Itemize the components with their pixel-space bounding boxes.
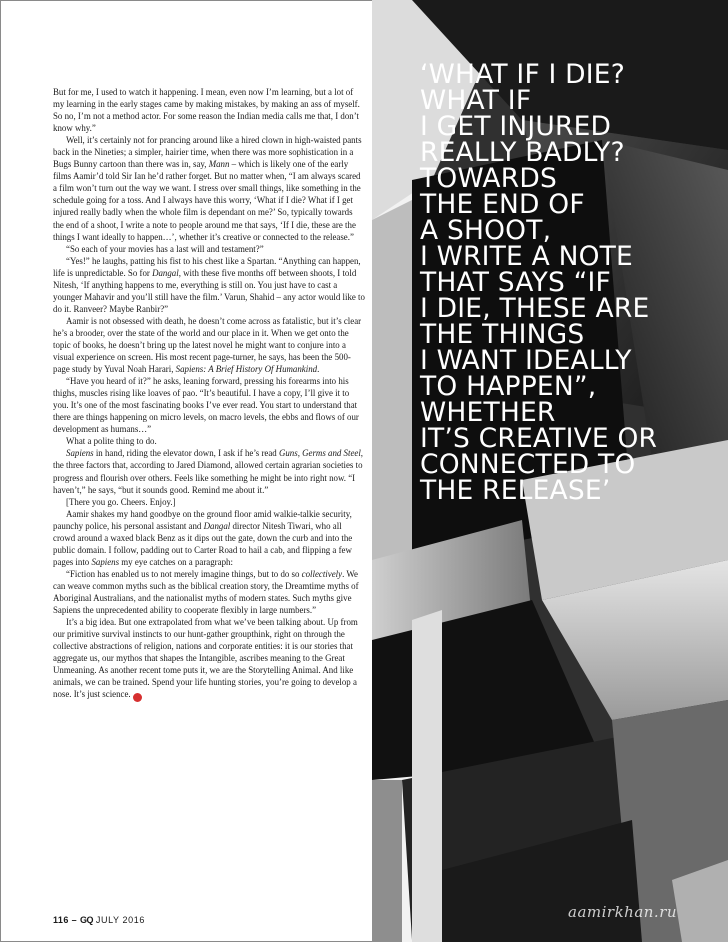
page-footer (53, 915, 145, 925)
issue-date: JULY 2016 (95, 915, 145, 925)
pull-quote-line: REALLY BADLY? (420, 137, 625, 168)
article-paragraph: Well, it’s certainly not for prancing around like a hired clown in high-waisted pants back in the Nineties; a simpler, hairier time, when there was more sophistication in a Bugs Bunny cartoon than there was in, say, Mann – which is likely one of the early films Aamir’d told Sir Ian he’d rather forget. But no matter when, “I am always scared a film won’t turn out the way we want. I stress over small things, like something in the schedule going for a toss. And I always have this worry, ‘What if I die? What if I get injured really badly when the whole film is dependant on me?’ So, typically towards the end of a shoot, I write a note to people around me that says, ‘If I die, these are the things I want ideally to happen…’, whether it’s creative or connected to the release.” (53, 135, 362, 242)
pull-quote-line: I WRITE A NOTE (420, 241, 633, 272)
pull-quote-line: WHETHER (420, 397, 556, 428)
page-number: 116 (53, 915, 69, 925)
pull-quote-line: ‘WHAT IF I DIE? (420, 59, 625, 90)
article-paragraph: “So each of your movies has a last will and testament?” (66, 243, 264, 254)
pull-quote-line: WHAT IF (420, 85, 532, 116)
pull-quote-line: THE RELEASE’ (420, 475, 611, 506)
article-paragraph: Aamir is not obsessed with death, he doesn’t come across as fatalistic, but it’s clear he’s a brooder, over the state of the world and our place in it. When we get onto the topic of books, he doesn’t bring up the latest novel he might want to conjure into a visual experience on screen. His most recent page-turner, he says, has been the 500-page study by Yuval Noah Harari, Sapiens: A Brief History Of Humankind. (53, 315, 362, 375)
article-paragraph: “Fiction has enabled us to not merely imagine things, but to do so collectively. We can weave common myths such as the biblical creation story, the Dreamtime myths of Aboriginal Australians, and the nationalist myths of modern states. Such myths give Sapiens the unprecedented ability to cooperate flexibly in large numbers.” (53, 568, 359, 616)
watermark: aamirkhan.ru (568, 903, 678, 921)
magazine-name: GQ (79, 915, 93, 925)
article-paragraph: Aamir shakes my hand goodbye on the ground floor amid walkie-talkie security, paunchy police, his personal assistant and Dangal director Nitesh Tiwari, who all crowd around a waxed black Benz as it dips out the gate, down the curb and into the public domain. I follow, padding out to Carter Road to hail a cab, and flipping a few pages into Sapiens my eye catches on a paragraph: (53, 508, 353, 567)
pull-quote-line: CONNECTED TO (420, 449, 636, 480)
article-body (53, 86, 365, 702)
article-paragraph: [There you go. Cheers. Enjoy.] (66, 496, 176, 507)
pull-quote-line: IT’S CREATIVE OR (420, 423, 658, 454)
article-paragraph: What a polite thing to do. (66, 436, 157, 447)
pull-quote-line: I DIE, THESE ARE (420, 293, 650, 324)
article-paragraph: Sapiens in hand, riding the elevator down, I ask if he’s read Guns, Germs and Steel, the three factors that, according to Jared Diamond, allowed certain agrarian societies to progress and flourish over others. Feels like something he might be into right now. “I haven’t,” he says, “but it sounds good. Remind me about it.” (53, 448, 364, 495)
pull-quote (420, 59, 720, 506)
pull-quote-line: THAT SAYS “IF (420, 267, 611, 298)
article-paragraph: But for me, I used to watch it happening. I mean, even now I’m learning, but a lot of my learning in the early stages came by making mistakes, by making an ass of myself. So no, I’m not a method actor. For some reason the Indian media calls me that, I don’t know why.” (53, 87, 360, 134)
pull-quote-line: I GET INJURED (420, 111, 612, 142)
article-paragraph: It’s a big idea. But one extrapolated from what we’ve been talking about. Up from our primitive survival instincts to our hunt-gather groupthink, right on through the collective abstractions of religion, nations and corporate entities: it is our stories that aggregate us, our mythos that shapes the Intangible, ascribes meaning to the Great Unmeaning. As another recent tome puts it, we are the Storytelling Animal. And like animals, we can be trained. Spend your life hunting stories, you’re going to develop a nose. It’s just science. GQ (53, 617, 358, 701)
article-paragraph: “Have you heard of it?” he asks, leaning forward, pressing his forearms into his thighs, muscles rising like loaves of pao. “It’s beautiful. I have a copy, I’ll give it to you. It’s one of the most fascinating books I’ve ever read. You start to understand that there are things happening on micro levels, on macro levels, the ebbs and flows of our development as humans…” (53, 376, 359, 435)
gq-end-mark-icon: GQ (133, 693, 142, 702)
pull-quote-line: TOWARDS (420, 163, 557, 194)
pull-quote-line: THE END OF (420, 189, 585, 220)
pull-quote-line: I WANT IDEALLY (420, 345, 632, 376)
pull-quote-line: THE THINGS (420, 319, 585, 350)
footer-dash: – (71, 915, 78, 925)
article-paragraph: “Yes!” he laughs, patting his fist to his chest like a Spartan. “Anything can happen, life is unpredictable. So for Dangal, with these five months off between shoots, I told Nitesh, ‘If anything happens to me, everything is still on. You just have to cast a younger Mahavir and you’ll still have the film.’ Varun, Shahid – any actor would like to do it. Ranveer? Maybe Ranbir?” (53, 255, 365, 314)
pull-quote-line: TO HAPPEN”, (420, 371, 597, 402)
pull-quote-line: A SHOOT, (420, 215, 552, 246)
